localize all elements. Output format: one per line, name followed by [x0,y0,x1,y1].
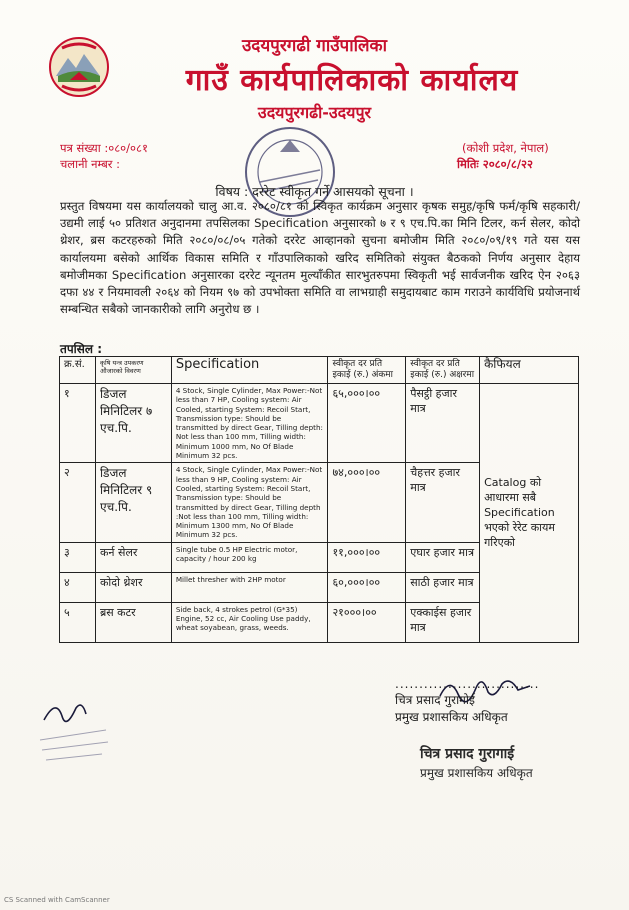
title-stamp: प्रमुख प्रशासकिय अधिकृत [420,766,533,780]
row-spec: Single tube 0.5 HP Electric motor, capacity / hour 200 kg [171,542,328,572]
signatory-name: चित्र प्रसाद गुरागोई [395,693,475,707]
letter-number: पत्र संख्या :०८०/०८१ [60,141,148,155]
col-header-spec: Specification [171,357,328,384]
row-sn: २ [60,463,96,542]
remarks-note: Catalog को आधारमा सबै Specification भएको रेरेट कायम गरिएको [480,384,579,643]
left-signature [36,690,116,780]
office-address: उदयपुरगढी-उदयपुर [257,103,372,122]
scanner-watermark: CS Scanned with CamScanner [4,896,110,904]
row-rate-digits: २१०००।०० [328,602,406,642]
row-spec: 4 Stock, Single Cylinder, Max Power:-Not less than 9 HP, Cooling system: Air Cooled, starting System: Recoil Start, Transmission type: Should be transmitted by direct Gear, Tilling depth :Not less than 100 mm, Tilling width: Minimum 1300 mm, No Of Blade Minimum 32 pcs. [171,463,328,542]
row-item: ब्रस कटर [95,602,171,642]
row-item: डिजल मिनिटिलर ९ एच.पि. [95,463,171,542]
row-rate-digits: ७४,०००।०० [328,463,406,542]
row-rate-digits: ६५,०००।०० [328,384,406,463]
row-rate-words: एघार हजार मात्र [406,542,480,572]
row-sn: १ [60,384,96,463]
row-rate-words: चैहत्तर हजार मात्र [406,463,480,542]
row-sn: ३ [60,542,96,572]
col-header-item: कृषि यन्त्र उपकरण औजारको विवरण [95,357,171,384]
row-rate-digits: ११,०००।०० [328,542,406,572]
row-rate-words: एक्काईस हजार मात्र [406,602,480,642]
row-rate-digits: ६०,०००।०० [328,572,406,602]
row-item: डिजल मिनिटिलर ७ एच.पि. [95,384,171,463]
row-spec: 4 Stock, Single Cylinder, Max Power:-Not less than 7 HP, Cooling system: Air Cooled, starting System: Recoil Start, Transmission type: Should be transmitted by direct Gear, Tilling depth: Not less than 100 mm, Tilling width: Minimum 1000 mm, No Of Blade Minimum 32 pcs. [171,384,328,463]
date: मितिः २०८०/८/२२ [457,157,533,171]
municipality-name: उदयपुरगढी गाउँपालिका [241,36,387,56]
body-paragraph: प्रस्तुत विषयमा यस कार्यालयको चालु आ.व. २०८०/८१ को स्विकृत कार्यक्रम अनुसार कृषक समुह/कृषि फर्म/कृषि सहकारी/उद्यमी लाई ५० प्रतिशत अनुदानमा तपसिलका Specification अनुसारको ७ र ९ एच.पि.का मिनि टिलर, कर्न सेलर, कोदो थ्रेशर, ब्रस कटरहरुको मिति २०८०/०८/०५ गतेको दररेट आव्हानको सुचना बमोजीम मिति २०८०/०९/१९ गते यस यस कार्यालयमा बसेको आर्थिक विकास समिति र गाँउपालिकाको खरिद समितिको संयुक्त बैठकको निर्णय अनुसार देहाय बमोजीमका Specification अनुसारका दररेट न्यूनतम मुल्याँकीत सारभुतरुपमा स्विकृती भई सार्वजनीक खरिद ऐन २०६३ दफा ४४ र नियमावली २०६४ को नियम ९७ को उपभोक्ता समिति वा लाभग्राही समुदायबाट काम गराउने कार्यविधि प्रयोजनार्थ सम्बन्धित सबैको जानकारीको लागि अनुरोध छ । [60,199,580,317]
col-header-rate-digits: स्वीकृत दर प्रति इकाई (रु.) अंकमा [328,357,406,384]
details-label: तपसिल : [60,342,102,356]
row-rate-words: पैसट्ठी हजार मात्र [406,384,480,463]
table-row [60,384,579,463]
row-item: कर्न सेलर [95,542,171,572]
subject-line: विषय : दररेट स्वीकृत गर्ने आसयको सूचना । [215,184,414,199]
name-stamp: चित्र प्रसाद गुरागाई [420,746,515,762]
row-sn: ४ [60,572,96,602]
col-header-sn: क्र.सं. [60,357,96,384]
row-sn: ५ [60,602,96,642]
dispatch-number: चलानी नम्बर : [60,157,121,171]
signatory-title: प्रमुख प्रशासकिय अधिकृत [395,710,508,724]
province: (कोशी प्रदेश, नेपाल) [462,141,549,155]
items-table [59,356,579,643]
table-header-row [60,357,579,384]
col-header-remarks: कैफियल [480,357,579,384]
signature-block: .............................. चित्र प्रसाद गुरागोई प्रमुख प्रशासकिय अधिकृत [395,677,585,725]
col-header-rate-words: स्वीकृत दर प्रति इकाई (रु.) अक्षरमा [406,357,480,384]
row-item: कोदो थ्रेशर [95,572,171,602]
row-spec: Side back, 4 strokes petrol (G*35) Engine, 52 cc, Air Cooling Use paddy, wheat soyabean, grass, weeds. [171,602,328,642]
row-rate-words: साठी हजार मात्र [406,572,480,602]
row-spec: Millet thresher with 2HP motor [171,572,328,602]
office-title: गाउँ कार्यपालिकाको कार्यालय [185,63,519,98]
